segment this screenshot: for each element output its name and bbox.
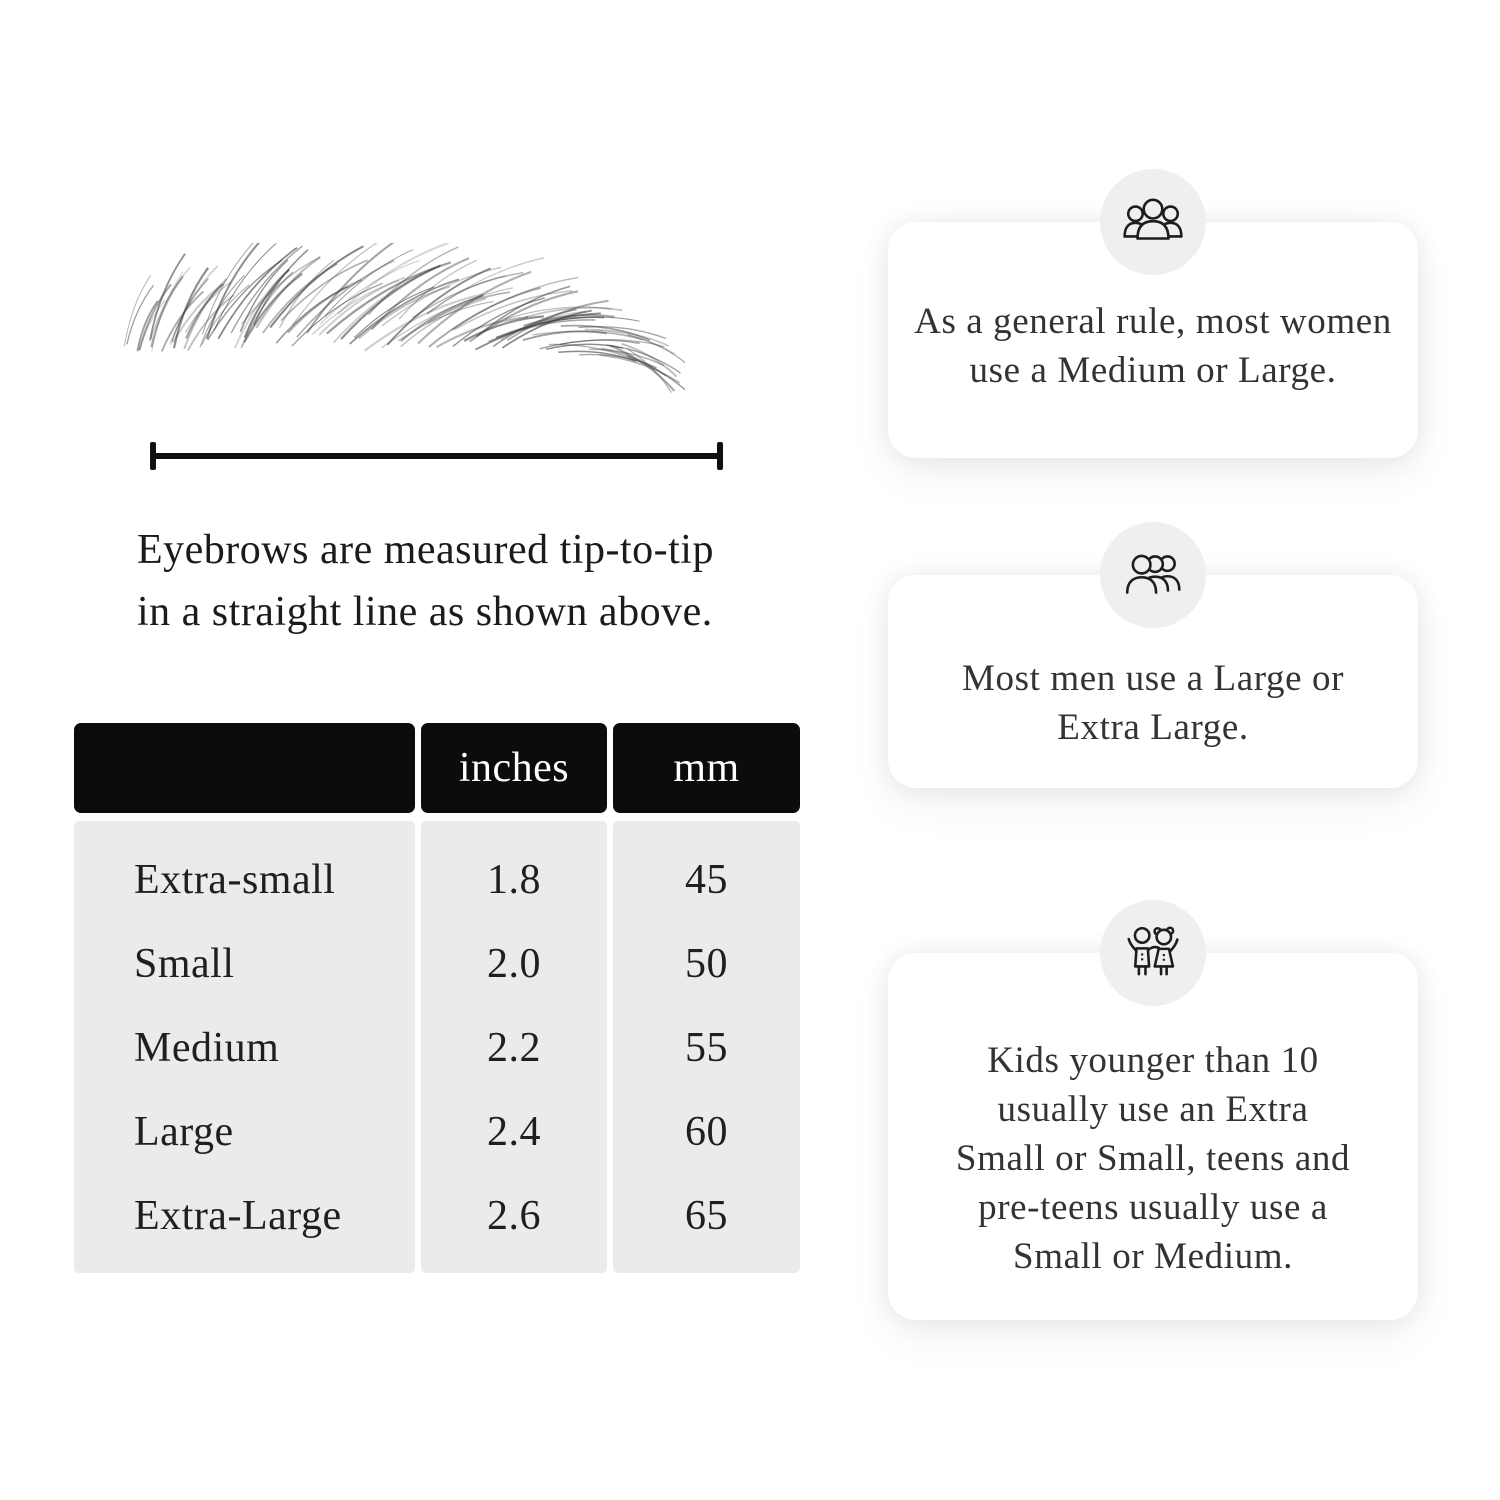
size-table-header — [74, 723, 800, 813]
header-cell-size — [74, 723, 415, 813]
mm-column — [613, 821, 800, 1273]
tip-line: use a Medium or Large. — [969, 350, 1337, 391]
size-name-cell: Medium — [134, 1025, 280, 1071]
tip-line: Small or Small, teens and — [955, 1138, 1351, 1180]
caption-line-2: in a straight line as shown above. — [137, 589, 713, 636]
tip-card-kids — [888, 953, 1418, 1320]
size-name-cell: Large — [134, 1109, 234, 1155]
men-group-icon — [1120, 542, 1186, 608]
mm-cell: 45 — [685, 857, 728, 903]
header-cell-inches: inches — [421, 723, 607, 813]
measurement-line-right-cap — [717, 442, 723, 470]
icon-circle — [1100, 522, 1206, 628]
tip-line: Kids younger than 10 — [987, 1040, 1319, 1082]
tip-card-women — [888, 222, 1418, 458]
tip-line: Small or Medium. — [1013, 1235, 1293, 1277]
inches-cell: 2.2 — [487, 1025, 541, 1071]
size-name-cell: Small — [134, 941, 235, 987]
measurement-line — [150, 442, 723, 470]
women-group-icon — [1120, 189, 1186, 255]
inches-column — [421, 821, 607, 1273]
kids-icon — [1120, 920, 1186, 986]
inches-cell: 1.8 — [487, 857, 541, 903]
caption-line-1: Eyebrows are measured tip-to-tip — [137, 527, 714, 573]
size-name-column — [74, 821, 415, 1273]
tip-line: usually use an Extra — [997, 1089, 1309, 1131]
header-cell-mm: mm — [613, 723, 800, 813]
mm-cell: 60 — [685, 1109, 728, 1155]
tip-card-men — [888, 575, 1418, 788]
eyebrow-illustration — [115, 243, 685, 398]
size-name-cell: Extra-Large — [134, 1193, 342, 1239]
measurement-caption — [137, 519, 714, 643]
size-name-cell: Extra-small — [134, 857, 336, 903]
measurement-line-bar — [152, 453, 721, 459]
mm-cell: 50 — [685, 941, 728, 987]
inches-cell: 2.6 — [487, 1193, 541, 1239]
size-table — [74, 723, 800, 1273]
tip-line: Most men use a Large or — [962, 657, 1344, 699]
icon-circle — [1100, 169, 1206, 275]
icon-circle — [1100, 900, 1206, 1006]
tip-line: pre-teens usually use a — [978, 1186, 1328, 1228]
mm-cell: 55 — [685, 1025, 728, 1071]
inches-cell: 2.4 — [487, 1109, 541, 1155]
size-table-body — [74, 821, 800, 1273]
inches-cell: 2.0 — [487, 941, 541, 987]
mm-cell: 65 — [685, 1193, 728, 1239]
tip-line: Extra Large. — [1057, 706, 1249, 748]
tip-line: As a general rule, most women — [914, 301, 1392, 343]
tip-text — [888, 953, 1418, 1320]
